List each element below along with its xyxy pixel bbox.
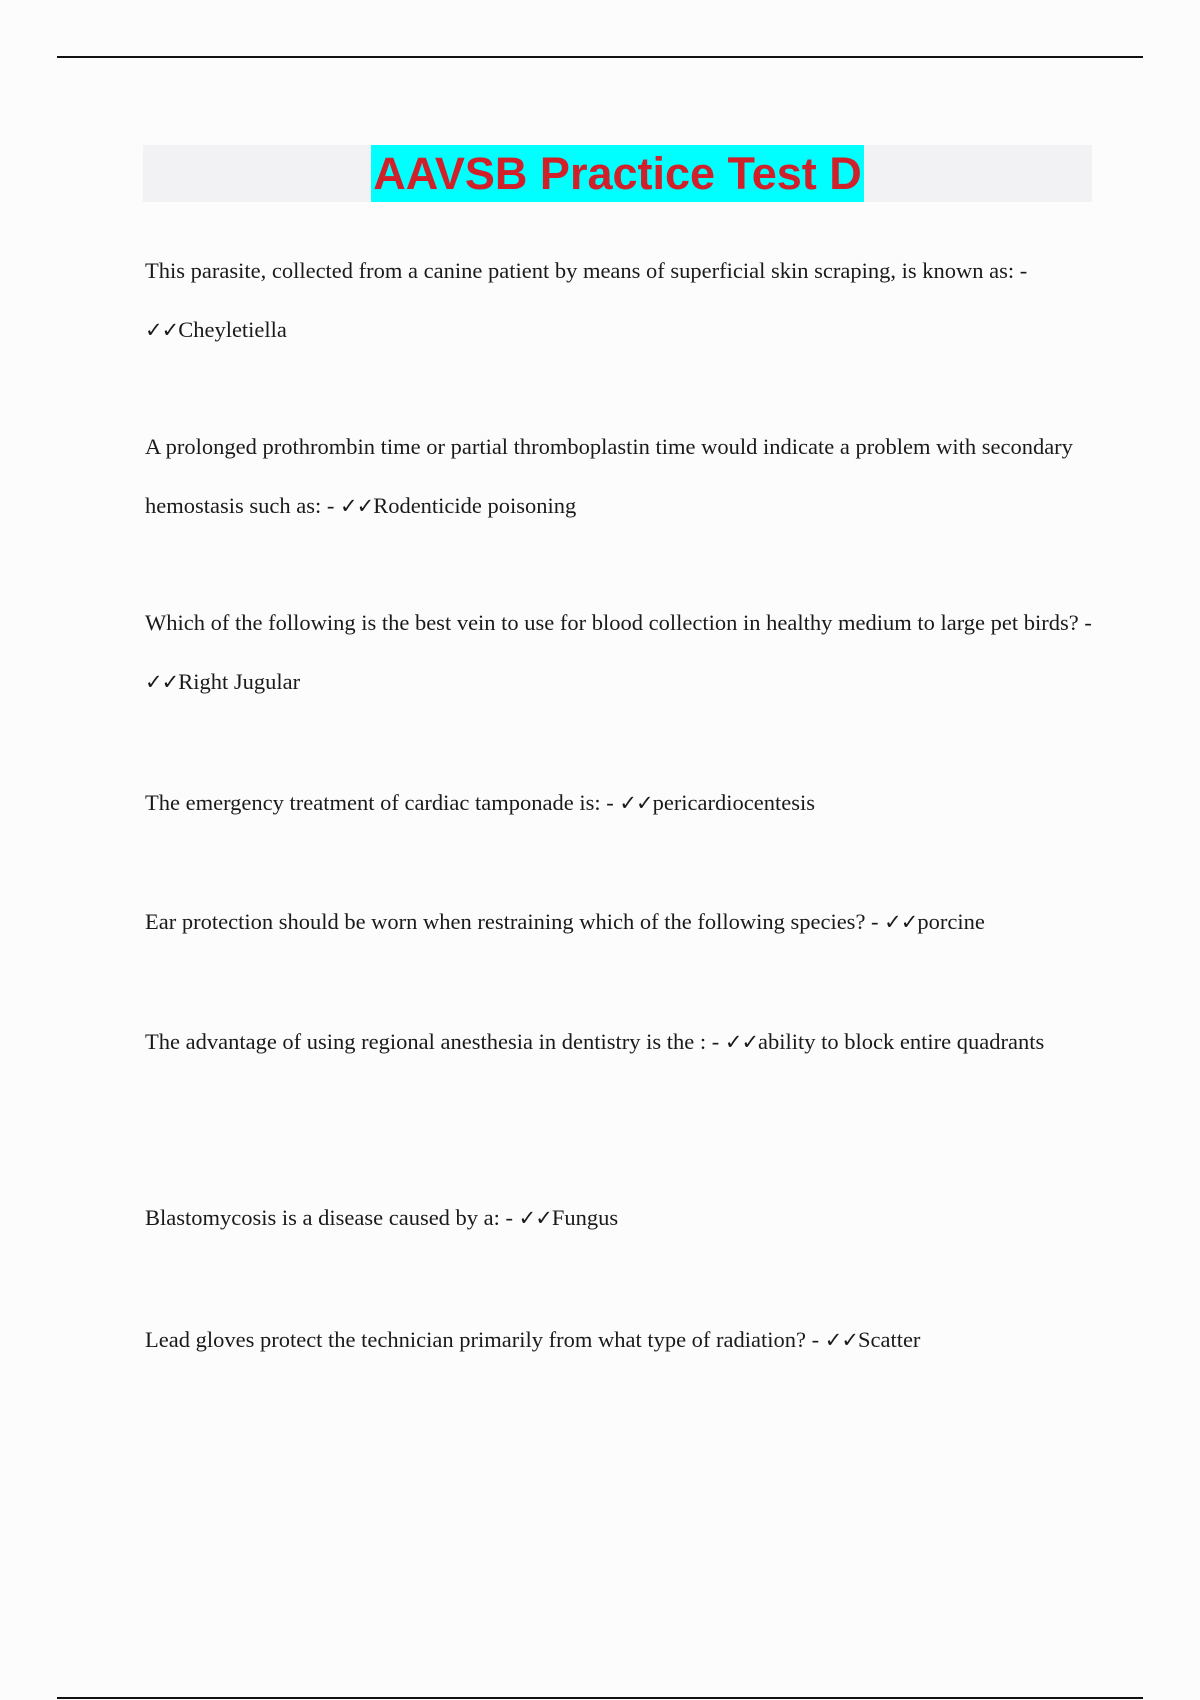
double-check-icon: ✓✓ xyxy=(145,318,179,342)
qa-item-3 xyxy=(145,593,1105,712)
answer-text: ability to block entire quadrants xyxy=(758,1029,1045,1054)
answer-text: Scatter xyxy=(857,1327,921,1352)
question-text: Ear protection should be worn when restraining which of the following species? - xyxy=(145,909,879,934)
title-band xyxy=(143,145,1092,202)
question-text: A prolonged prothrombin time or partial thromboplastin time would indicate a problem with secondary hemostasis such as: - xyxy=(145,434,1073,518)
qa-item-2 xyxy=(145,417,1105,536)
double-check-icon: ✓✓ xyxy=(824,1328,858,1352)
answer-text: Right Jugular xyxy=(178,669,301,694)
question-text: The advantage of using regional anesthesia in dentistry is the : - xyxy=(145,1029,720,1054)
qa-item-1 xyxy=(145,241,1105,360)
double-check-icon: ✓✓ xyxy=(145,670,179,694)
qa-item-5 xyxy=(145,892,1105,952)
answer-text: Cheyletiella xyxy=(178,317,287,342)
bottom-rule xyxy=(57,1697,1143,1699)
question-text: This parasite, collected from a canine patient by means of superficial skin scraping, is known as: - xyxy=(145,258,1028,283)
answer-text: porcine xyxy=(917,909,985,934)
top-rule xyxy=(57,56,1143,58)
qa-item-4 xyxy=(145,773,1105,833)
answer-text: Rodenticide poisoning xyxy=(373,493,577,518)
qa-item-7 xyxy=(145,1188,1105,1248)
question-text: Blastomycosis is a disease caused by a: - xyxy=(145,1205,514,1230)
qa-item-8 xyxy=(145,1310,1105,1370)
double-check-icon: ✓✓ xyxy=(884,910,918,934)
double-check-icon: ✓✓ xyxy=(619,791,653,815)
double-check-icon: ✓✓ xyxy=(339,494,374,518)
question-text: Which of the following is the best vein to use for blood collection in healthy medium to large pet birds? - xyxy=(145,610,1092,635)
qa-item-6 xyxy=(145,1012,1105,1072)
question-text: Lead gloves protect the technician primarily from what type of radiation? - xyxy=(145,1327,820,1352)
question-text: The emergency treatment of cardiac tamponade is: - xyxy=(145,790,614,815)
answer-text: Fungus xyxy=(551,1205,619,1230)
answer-text: pericardiocentesis xyxy=(652,790,815,815)
page-title: AAVSB Practice Test D xyxy=(371,145,864,202)
double-check-icon: ✓✓ xyxy=(518,1206,552,1230)
double-check-icon: ✓✓ xyxy=(724,1030,759,1054)
